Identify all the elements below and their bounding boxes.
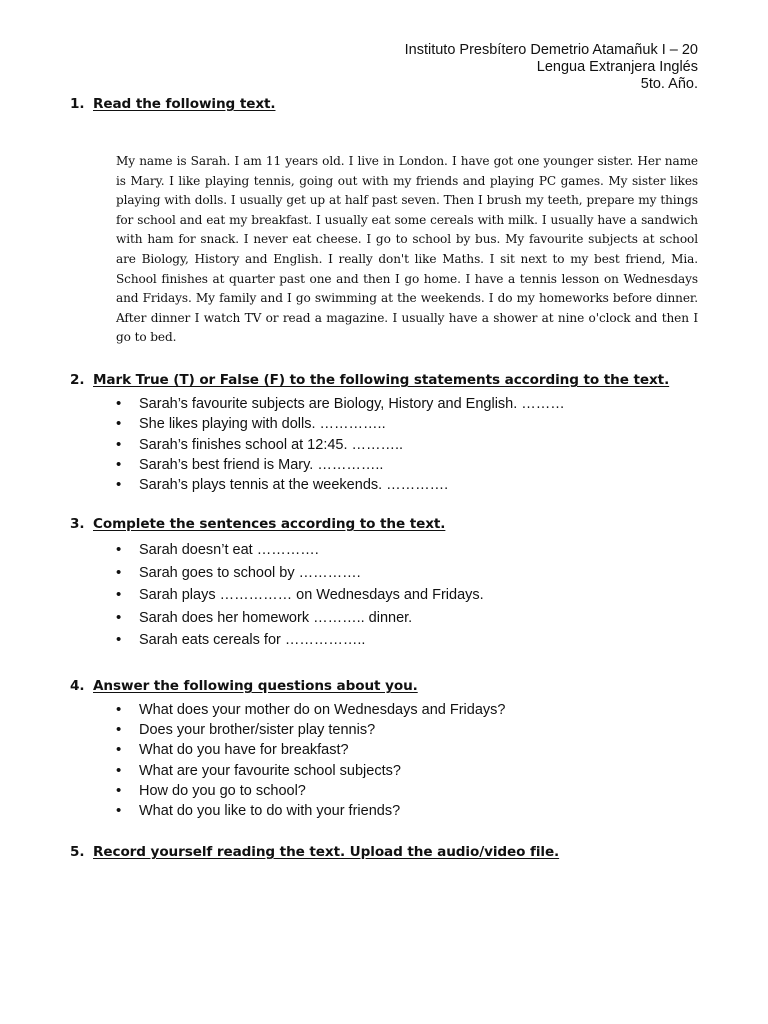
section-3-number: 3. (70, 516, 85, 532)
list-item: • How do you go to school? (116, 781, 505, 801)
list-item: • Sarah’s finishes school at 12:45. ……….. (116, 435, 565, 455)
list-item: • What do you have for breakfast? (116, 740, 505, 760)
list-item: • Sarah doesn’t eat …………. (116, 539, 484, 562)
section-5-title (70, 844, 559, 860)
list-item: • Sarah’s best friend is Mary. ………….. (116, 455, 565, 475)
list-item: • Sarah plays …………… on Wednesdays and Fridays. (116, 584, 484, 607)
section-1-number: 1. (70, 96, 85, 112)
complete-sentences-list (116, 539, 484, 652)
section-2-title (70, 372, 669, 388)
reading-text: My name is Sarah. I am 11 years old. I live in London. I have got one younger sister. Her name is Mary. I like playing tennis, going out with my friends and playing PC games. My sister likes playing with dolls. I usually get up at half past seven. Then I brush my teeth, prepare my things for school and eat my breakfast. I usually eat some cereals with milk. I usually have a sandwich with ham for snack. I never eat cheese. I go to school by bus. My favourite subjects at school are Biology, History and English. I really don't like Maths. I sit next to my best friend, Mia. School finishes at quarter past one and then I go home. I have a tennis lesson on Wednesdays and Fridays. My family and I go swimming at the weekends. I do my homeworks before dinner. After dinner I watch TV or read a magazine. I usually have a shower at nine o'clock and then I go to bed. (116, 154, 698, 345)
grade-level: 5to. Año. (640, 76, 698, 92)
personal-questions-list (116, 700, 505, 821)
section-2-number: 2. (70, 372, 85, 388)
list-item: • Sarah does her homework ……….. dinner. (116, 607, 484, 630)
true-false-list (116, 394, 565, 495)
list-item: • She likes playing with dolls. ………….. (116, 414, 565, 434)
school-name: Instituto Presbítero Demetrio Atamañuk I – 20 (404, 42, 698, 58)
section-1-heading: Read the following text. (93, 96, 276, 112)
list-item: • What do you like to do with your friends? (116, 801, 505, 821)
list-item: • Sarah’s favourite subjects are Biology, History and English. ……… (116, 394, 565, 414)
list-item: • What does your mother do on Wednesdays and Fridays? (116, 700, 505, 720)
list-item: • Sarah’s plays tennis at the weekends. …………. (116, 475, 565, 495)
list-item: • Does your brother/sister play tennis? (116, 720, 505, 740)
list-item: • What are your favourite school subjects? (116, 761, 505, 781)
section-2-heading: Mark True (T) or False (F) to the following statements according to the text. (93, 372, 670, 388)
section-4-title (70, 678, 418, 694)
section-4-heading: Answer the following questions about you. (93, 678, 418, 694)
list-item: • Sarah eats cereals for …………….. (116, 629, 484, 652)
subject-name: Lengua Extranjera Inglés (536, 59, 698, 75)
section-5-number: 5. (70, 844, 85, 860)
section-4-number: 4. (70, 678, 85, 694)
document-header (405, 42, 698, 93)
section-3-title (70, 516, 445, 532)
list-item: • Sarah goes to school by …………. (116, 562, 484, 585)
section-3-heading: Complete the sentences according to the text. (93, 516, 446, 532)
section-5-heading: Record yourself reading the text. Upload the audio/video file. (93, 844, 560, 860)
section-1-title (70, 96, 275, 112)
